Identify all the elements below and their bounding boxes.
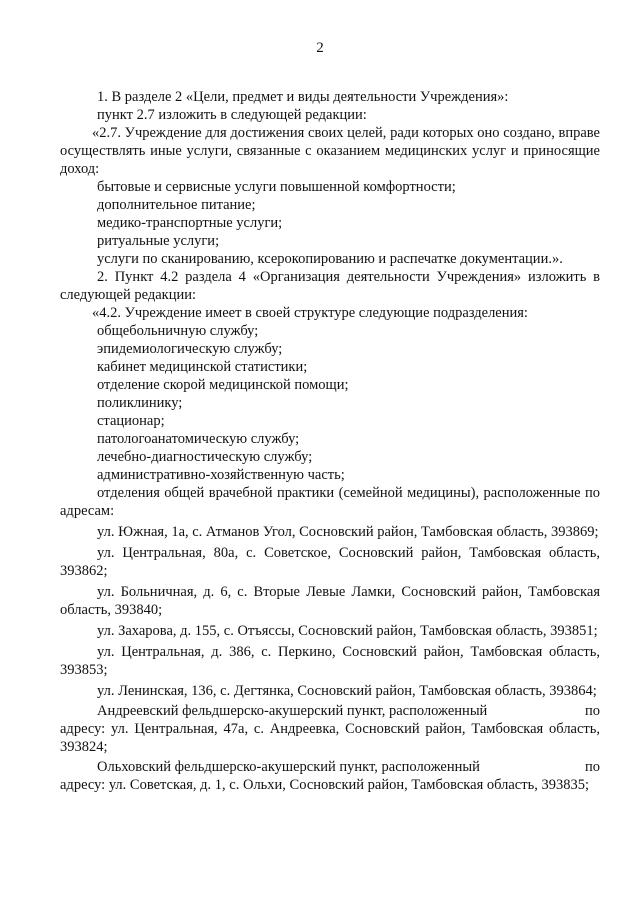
address-item: ул. Ленинская, 136, с. Дегтянка, Сосновский район, Тамбовская область, 393864; xyxy=(97,683,597,699)
section2-point: пункт 2.7 изложить в следующей редакции: xyxy=(97,107,367,123)
address-item: ул. Центральная, 80а, с. Советское, Сосновский район, Тамбовская область, 393862; xyxy=(60,545,600,579)
list-item: лечебно-диагностическую службу; xyxy=(97,449,313,465)
fap-andreevka xyxy=(60,702,600,756)
section2-heading: 1. В разделе 2 «Цели, предмет и виды деятельности Учреждения»: xyxy=(97,89,509,105)
list-item: бытовые и сервисные услуги повышенной комфортности; xyxy=(97,179,456,195)
fap-po: по xyxy=(584,703,600,719)
fap-address: адресу: ул. Советская, д. 1, с. Ольхи, Сосновский район, Тамбовская область, 393835; xyxy=(60,777,589,793)
list-item: отделение скорой медицинской помощи; xyxy=(97,377,349,393)
list-item: услуги по сканированию, ксерокопированию и распечатке документации.». xyxy=(97,251,563,267)
address-item: ул. Центральная, д. 386, с. Перкино, Сосновский район, Тамбовская область, 393853; xyxy=(60,644,600,678)
list-item: дополнительное питание; xyxy=(97,197,256,213)
fap-address: адресу: ул. Центральная, 47а, с. Андреевка, Сосновский район, Тамбовская область, 393824; xyxy=(60,721,600,755)
page-number: 2 xyxy=(316,40,324,56)
address-item: ул. Южная, 1а, с. Атманов Угол, Сосновский район, Тамбовская область, 393869; xyxy=(97,524,599,540)
section4-quote: «4.2. Учреждение имеет в своей структуре следующие подразделения: xyxy=(92,305,528,321)
list-item: стационар; xyxy=(97,413,165,429)
list-item: патологоанатомическую службу; xyxy=(97,431,300,447)
services-list xyxy=(60,178,600,268)
list-item: медико-транспортные услуги; xyxy=(97,215,283,231)
address-item: ул. Захарова, д. 155, с. Отъяссы, Сосновский район, Тамбовская область, 393851; xyxy=(97,623,598,639)
document-body xyxy=(60,88,600,794)
fap-olkhi xyxy=(60,758,600,794)
section2-quote: «2.7. Учреждение для достижения своих целей, ради которых оно создано, вправе осуществлять иные услуги, связанные с оказанием медицинских услуг и приносящие доход: xyxy=(60,125,600,177)
list-item: общебольничную службу; xyxy=(97,323,259,339)
units-list xyxy=(60,322,600,484)
list-item: поликлинику; xyxy=(97,395,183,411)
list-item: эпидемиологическую службу; xyxy=(97,341,283,357)
fap-po: по xyxy=(584,759,600,775)
list-item: ритуальные услуги; xyxy=(97,233,220,249)
section4-heading: 2. Пункт 4.2 раздела 4 «Организация деятельности Учреждения» изложить в следующей редакции: xyxy=(60,269,600,303)
gp-intro: отделения общей врачебной практики (семейной медицины), расположенные по адресам: xyxy=(60,485,600,519)
addresses-list xyxy=(60,523,600,700)
address-item: ул. Больничная, д. 6, с. Вторые Левые Ламки, Сосновский район, Тамбовская область, 393840; xyxy=(60,584,600,618)
fap-name: Ольховский фельдшерско-акушерский пункт, расположенный xyxy=(97,759,480,775)
fap-name: Андреевский фельдшерско-акушерский пункт, расположенный xyxy=(97,703,488,719)
list-item: административно-хозяйственную часть; xyxy=(97,467,345,483)
list-item: кабинет медицинской статистики; xyxy=(97,359,308,375)
